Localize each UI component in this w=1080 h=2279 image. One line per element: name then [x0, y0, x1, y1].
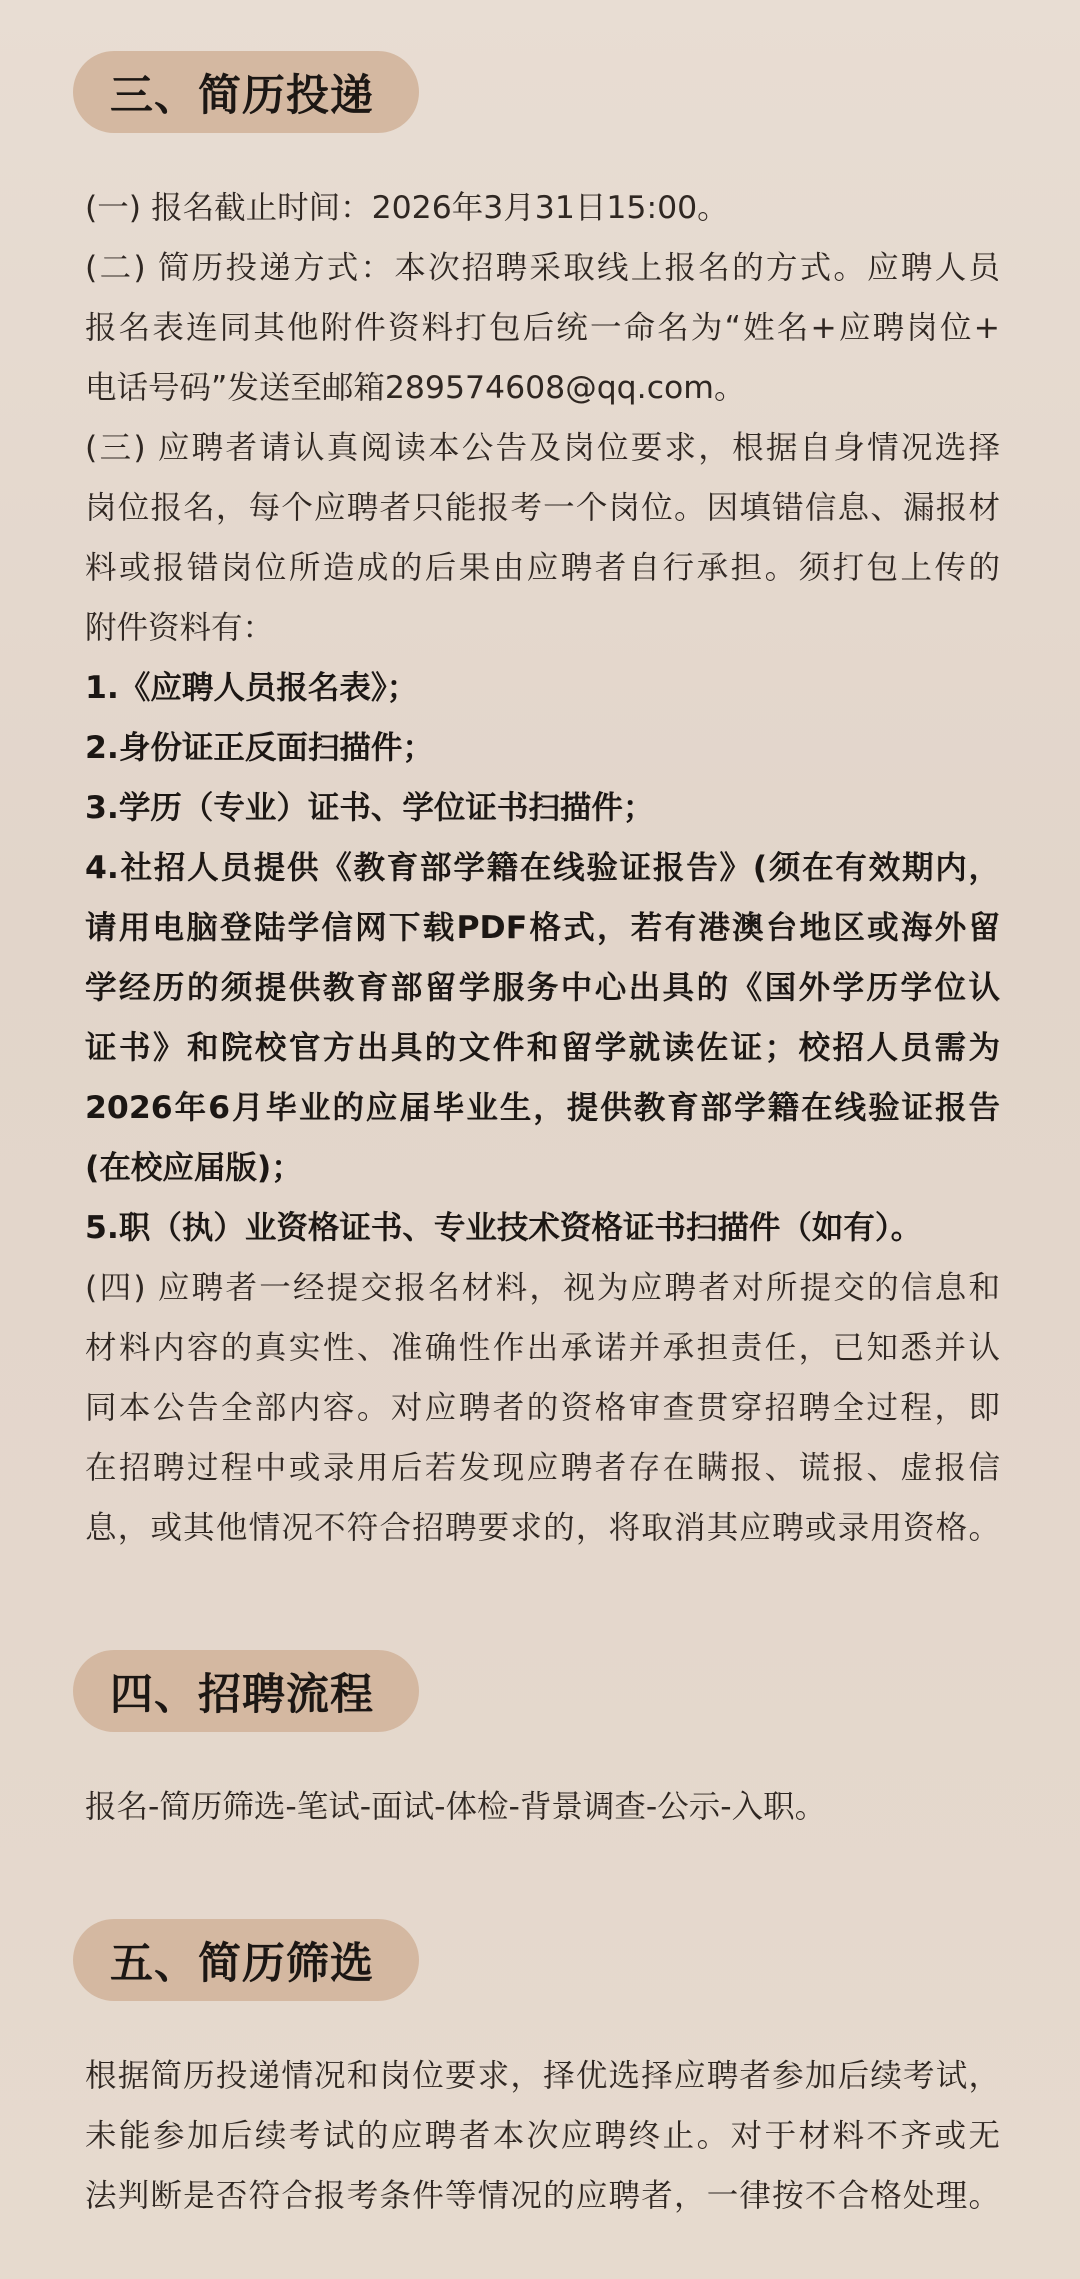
body-text-line: (四) 应聘者一经提交报名材料，视为应聘者对所提交的信息和	[85, 1270, 1000, 1306]
section-heading-recruitment-process	[73, 1650, 419, 1732]
body-text-line: (二) 简历投递方式：本次招聘采取线上报名的方式。应聘人员	[85, 250, 1000, 286]
body-text-line: 料或报错岗位所造成的后果由应聘者自行承担。须打包上传的	[85, 550, 1000, 586]
body-text-line: 附件资料有：	[85, 610, 275, 646]
required-document-line: 2026年6月毕业的应届毕业生，提供教育部学籍在线验证报告	[85, 1090, 1000, 1126]
section-title: 四、招聘流程	[110, 1669, 374, 1720]
body-text-line: 报名-简历筛选-笔试-面试-体检-背景调查-公示-入职。	[85, 1789, 827, 1825]
body-text-line: 未能参加后续考试的应聘者本次应聘终止。对于材料不齐或无	[85, 2118, 1000, 2154]
body-text-line: 材料内容的真实性、准确性作出承诺并承担责任，已知悉并认	[85, 1330, 1000, 1366]
section-title: 五、简历筛选	[110, 1938, 374, 1989]
required-document-line: 请用电脑登陆学信网下载PDF格式，若有港澳台地区或海外留	[85, 910, 1000, 946]
body-text-line: 报名表连同其他附件资料打包后统一命名为“姓名+应聘岗位+	[85, 310, 1000, 346]
required-document-line: 5.职（执）业资格证书、专业技术资格证书扫描件（如有）。	[85, 1210, 923, 1246]
section-heading-resume-screening	[73, 1919, 419, 2001]
required-document-line: 学经历的须提供教育部留学服务中心出具的《国外学历学位认	[85, 970, 1000, 1006]
required-document-line: 1.《应聘人员报名表》；	[85, 670, 419, 706]
body-text-line: (三) 应聘者请认真阅读本公告及岗位要求，根据自身情况选择	[85, 430, 1000, 466]
section-title: 三、简历投递	[110, 70, 374, 121]
required-document-line: 4.社招人员提供《教育部学籍在线验证报告》(须在有效期内，	[85, 850, 1000, 886]
required-document-line: 3.学历（专业）证书、学位证书扫描件；	[85, 790, 655, 826]
body-text-line: 息，或其他情况不符合招聘要求的，将取消其应聘或录用资格。	[85, 1510, 1000, 1546]
body-text-line: 在招聘过程中或录用后若发现应聘者存在瞒报、谎报、虚报信	[85, 1450, 1000, 1486]
body-text-line: (一) 报名截止时间：2026年3月31日15:00。	[85, 190, 729, 226]
body-text-line: 岗位报名，每个应聘者只能报考一个岗位。因填错信息、漏报材	[85, 490, 1000, 526]
body-text-line: 根据简历投递情况和岗位要求，择优选择应聘者参加后续考试，	[85, 2058, 1000, 2094]
section-heading-resume-delivery	[73, 51, 419, 133]
required-document-line: 证书》和院校官方出具的文件和留学就读佐证；校招人员需为	[85, 1030, 1000, 1066]
body-text-line: 同本公告全部内容。对应聘者的资格审查贯穿招聘全过程，即	[85, 1390, 1000, 1426]
section-body-resume-screening	[85, 2046, 1000, 2226]
required-document-line: (在校应届版)；	[85, 1150, 303, 1186]
section-body-resume-delivery	[85, 178, 1000, 1558]
body-text-line: 电话号码”发送至邮箱289574608@qq.com。	[85, 370, 746, 406]
required-document-line: 2.身份证正反面扫描件；	[85, 730, 434, 766]
section-body-recruitment-process	[85, 1777, 1000, 1837]
body-text-line: 法判断是否符合报考条件等情况的应聘者，一律按不合格处理。	[85, 2178, 1000, 2214]
